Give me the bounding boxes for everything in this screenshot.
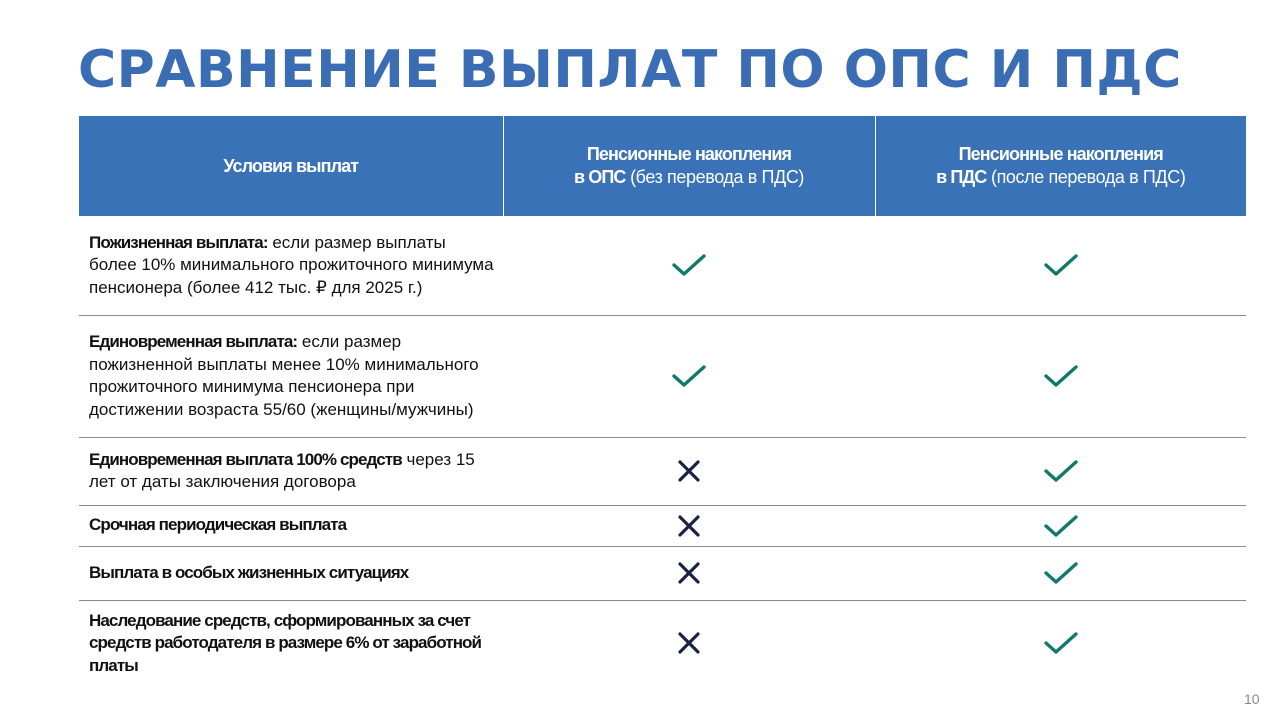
condition-cell [79,216,503,315]
condition-bold: Выплата в особых жизненных ситуациях [89,562,409,582]
pds-cell [875,600,1246,686]
check-icon [1043,363,1079,389]
condition-text: если размер пожизненной выплаты менее 10% минимального прожиточного минимума пенсионера при достижении возраста 55/60 (женщины/мужчины) [89,332,479,419]
table-row [79,216,1246,315]
check-icon [1043,630,1079,656]
header-pds [875,116,1246,216]
table-header-row [79,116,1246,216]
header-ops-bold: в ОПС [573,167,626,187]
page-title: СРАВНЕНИЕ ВЫПЛАТ ПО ОПС И ПДС [78,40,1182,100]
condition-bold: Единовременная выплата 100% средств [89,449,402,469]
table-row [79,600,1246,686]
condition-text: через 15 лет от даты заключения договора [89,449,475,491]
cross-icon [677,561,701,585]
cross-icon [677,459,701,483]
header-pds-bold: в ПДС [936,167,987,187]
header-pds-line1: Пенсионные накопления [958,144,1163,164]
pds-cell [875,546,1246,600]
header-pds-rest: (после перевода в ПДС) [986,167,1186,187]
condition-cell [79,505,503,546]
condition-cell [79,600,503,686]
condition-bold: Наследование средств, сформированных за счет средств работодателя в размере 6% от заработной платы [89,610,482,675]
ops-cell [503,216,875,315]
table-row [79,546,1246,600]
condition-cell [79,315,503,437]
check-icon [1043,458,1079,484]
header-conditions-label: Условия выплат [223,155,359,176]
check-icon [671,363,707,389]
comparison-table [79,116,1246,686]
ops-cell [503,437,875,505]
ops-cell [503,315,875,437]
ops-cell [503,600,875,686]
pds-cell [875,315,1246,437]
header-ops [503,116,875,216]
condition-bold: Срочная периодическая выплата [89,515,347,535]
condition-cell [79,437,503,505]
cross-icon [677,514,701,538]
page-number: 10 [1244,691,1260,707]
check-icon [1043,513,1079,539]
check-icon [671,252,707,278]
condition-cell [79,546,503,600]
ops-cell [503,546,875,600]
ops-cell [503,505,875,546]
pds-cell [875,505,1246,546]
table-row [79,437,1246,505]
header-ops-line1: Пенсионные накопления [586,144,792,164]
header-conditions [79,116,503,216]
check-icon [1043,560,1079,586]
pds-cell [875,437,1246,505]
table-row [79,315,1246,437]
condition-bold: Пожизненная выплата: [89,232,268,252]
cross-icon [677,631,701,655]
check-icon [1043,252,1079,278]
table-row [79,505,1246,546]
condition-bold: Единовременная выплата: [89,332,298,351]
pds-cell [875,216,1246,315]
condition-text: если размер выплаты более 10% минимального прожиточного минимума пенсионера (более 412 тыс. ₽ для 2025 г.) [89,232,494,297]
header-ops-rest: (без перевода в ПДС) [625,167,805,187]
